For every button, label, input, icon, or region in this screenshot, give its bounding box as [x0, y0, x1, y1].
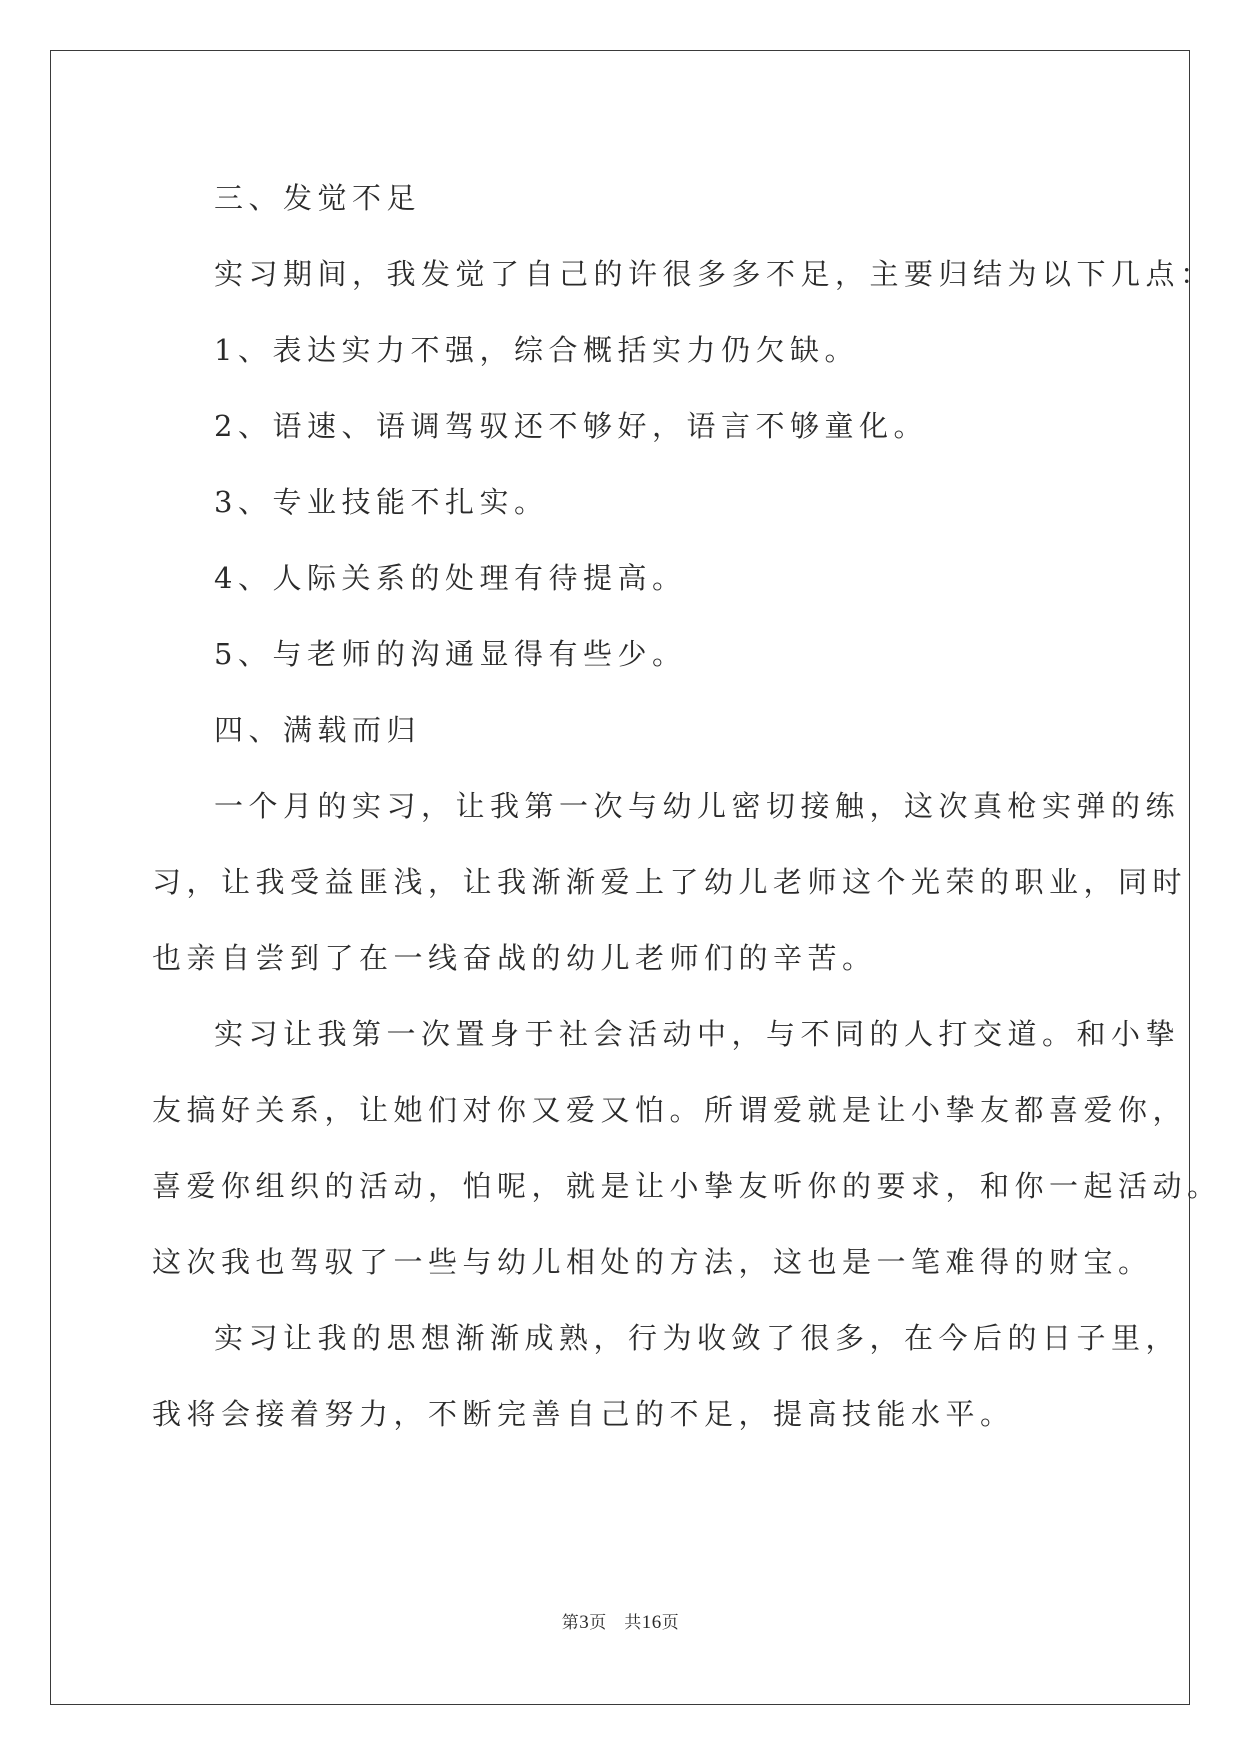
paragraph-internship-month: [152, 768, 1188, 996]
footer-suffix: 页: [661, 1613, 680, 1633]
paragraph-line: 友搞好关系，让她们对你又爱又怕。所谓爱就是让小挚友都喜爱你，: [152, 1093, 1188, 1127]
paragraph-line: 一个月的实习，让我第一次与幼儿密切接触，这次真枪实弹的练: [214, 789, 1181, 823]
list-item-2: 2、语速、语调驾驭还不够好，语言不够童化。: [214, 409, 928, 443]
paragraph-line: 我将会接着努力，不断完善自己的不足，提高技能水平。: [152, 1397, 1015, 1431]
section-heading-3: 三、发觉不足: [214, 181, 422, 215]
list-item-1: 1、表达实力不强，综合概括实力仍欠缺。: [214, 333, 859, 367]
list-item-3: 3、专业技能不扎实。: [214, 485, 549, 519]
section-heading-4: 四、满载而归: [214, 713, 422, 747]
footer-mid: 页 共: [589, 1613, 642, 1633]
intro-paragraph: 实习期间，我发觉了自己的许很多多不足，主要归结为以下几点：: [214, 257, 1215, 291]
document-body: [152, 160, 1222, 1452]
page-number-footer: [0, 1608, 1241, 1634]
paragraph-line: 实习让我的思想渐渐成熟，行为收敛了很多，在今后的日子里，: [214, 1321, 1181, 1355]
footer-prefix: 第: [561, 1613, 580, 1633]
paragraph-line: 喜爱你组织的活动，怕呢，就是让小挚友听你的要求，和你一起活动。: [152, 1169, 1222, 1203]
list-item-4: 4、人际关系的处理有待提高。: [214, 561, 687, 595]
paragraph-line: 实习让我第一次置身于社会活动中，与不同的人打交道。和小挚: [214, 1017, 1181, 1051]
paragraph-social-activity: [152, 996, 1222, 1300]
paragraph-line: 这次我也驾驭了一些与幼儿相处的方法，这也是一笔难得的财宝。: [152, 1245, 1153, 1279]
paragraph-line: 也亲自尝到了在一线奋战的幼儿老师们的辛苦。: [152, 941, 877, 975]
list-item-5: 5、与老师的沟通显得有些少。: [214, 637, 687, 671]
total-page-number: 16: [641, 1612, 662, 1633]
current-page-number: 3: [579, 1612, 590, 1633]
paragraph-line: 习，让我受益匪浅，让我渐渐爱上了幼儿老师这个光荣的职业，同时: [152, 865, 1188, 899]
paragraph-maturity: [152, 1300, 1181, 1452]
